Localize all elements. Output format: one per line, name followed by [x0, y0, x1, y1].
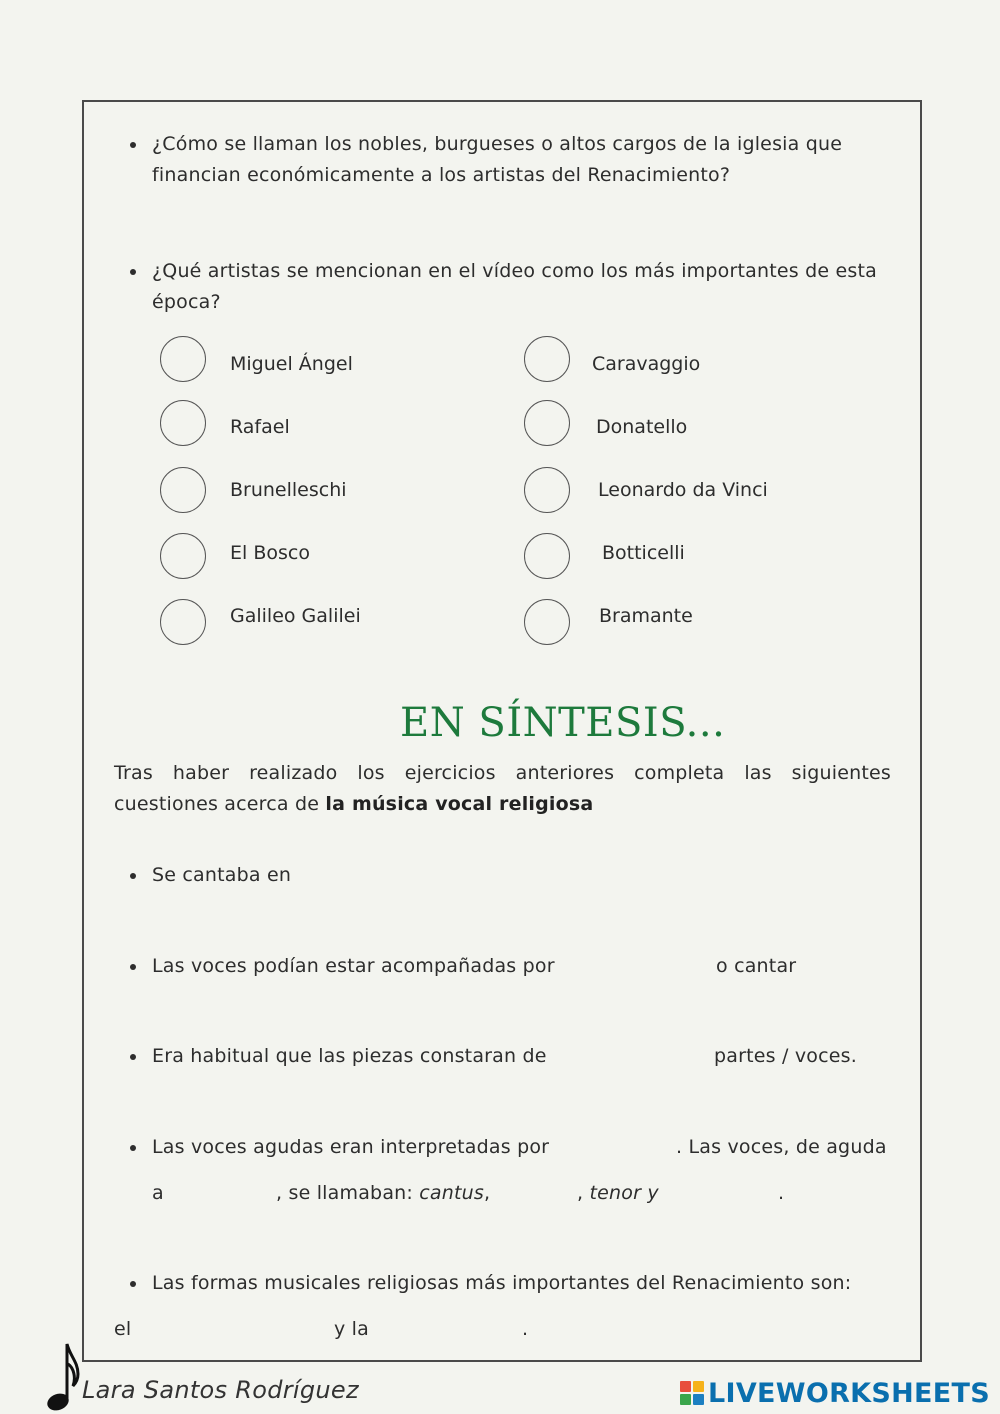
item-4-text-g: [577, 1178, 659, 1209]
author-name: Lara Santos Rodríguez: [82, 1376, 359, 1404]
item-4-cantus: cantus: [419, 1182, 484, 1204]
item-5-form-1-input[interactable]: [138, 1316, 332, 1344]
artist-option-circle-bramante[interactable]: [524, 599, 570, 645]
item-5-el: el: [114, 1318, 132, 1340]
item-4-low-voice-input[interactable]: [172, 1180, 276, 1208]
item-4-comma-2: ,: [577, 1182, 590, 1204]
item-4-high-voices-input[interactable]: [562, 1134, 676, 1162]
artist-option-circle-galileo-galilei[interactable]: [160, 599, 206, 645]
question-2-line-2: época?: [152, 291, 221, 313]
artist-option-circle-brunelleschi[interactable]: [160, 467, 206, 513]
item-2-accompaniment-input[interactable]: [568, 953, 714, 981]
item-4-text-c: a: [152, 1182, 164, 1204]
item-4-period: .: [778, 1182, 785, 1204]
artist-label-el-bosco: El Bosco: [230, 542, 310, 564]
item-2-cantar-input[interactable]: [805, 953, 919, 981]
item-4-last-voice-input[interactable]: [662, 1180, 778, 1208]
item-2-text-a: Las voces podían estar acompañadas por: [152, 951, 555, 982]
artist-label-galileo-galilei: Galileo Galilei: [230, 605, 361, 627]
question-1-answer-input[interactable]: [152, 200, 856, 228]
item-3-text-b: partes / voces.: [714, 1045, 857, 1067]
item-5-y-la: y la: [334, 1318, 370, 1340]
item-3-text-a: Era habitual que las piezas constaran de: [152, 1041, 547, 1072]
question-1-line-1: ¿Cómo se llaman los nobles, burgueses o altos cargos de la iglesia que: [152, 129, 842, 160]
item-4-text-b: . Las voces, de aguda: [676, 1136, 887, 1158]
item-1-text: Se cantaba en: [152, 860, 291, 891]
item-2-text-b: o cantar: [716, 955, 797, 977]
synthesis-intro-prefix: cuestiones acerca de: [114, 793, 326, 815]
artist-label-botticelli: Botticelli: [602, 542, 685, 564]
item-1-language-input[interactable]: [305, 862, 669, 890]
artist-label-caravaggio: Caravaggio: [592, 353, 701, 375]
synthesis-title: EN SÍNTESIS...: [400, 700, 726, 746]
liveworksheets-logo-text: LIVEWORKSHEETS: [707, 1377, 990, 1409]
artist-label-rafael: Rafael: [230, 416, 290, 438]
item-5-text: Las formas musicales religiosas más importantes del Renacimiento son:: [152, 1268, 851, 1299]
artist-label-bramante: Bramante: [599, 605, 693, 627]
artist-option-circle-botticelli[interactable]: [524, 533, 570, 579]
item-4-text-d: [276, 1178, 490, 1209]
artist-label-donatello: Donatello: [596, 416, 688, 438]
artist-option-circle-rafael[interactable]: [160, 400, 206, 446]
question-1-line-2: financian económicamente a los artistas del Renacimiento?: [152, 164, 731, 186]
item-4-text-a: Las voces agudas eran interpretadas por: [152, 1132, 549, 1163]
item-4-text-d-label: , se llamaban:: [276, 1182, 420, 1204]
artist-option-circle-caravaggio[interactable]: [524, 336, 570, 382]
artist-option-circle-donatello[interactable]: [524, 400, 570, 446]
liveworksheets-cubes-icon: [680, 1381, 704, 1405]
question-2-line-1: ¿Qué artistas se mencionan en el vídeo como los más importantes de esta: [152, 256, 877, 287]
synthesis-intro-line-1: Tras haber realizado los ejercicios anteriores completa las siguientes: [114, 762, 891, 784]
synthesis-intro-bold: la música vocal religiosa: [325, 793, 594, 815]
item-4-tenor: tenor y: [589, 1182, 659, 1204]
item-5-period: .: [522, 1318, 529, 1340]
artist-option-circle-el-bosco[interactable]: [160, 533, 206, 579]
item-3-parts-count-input[interactable]: [558, 1043, 710, 1071]
item-4-second-voice-input[interactable]: [494, 1180, 578, 1208]
artist-label-brunelleschi: Brunelleschi: [230, 479, 347, 501]
artist-label-miguel-angel: Miguel Ángel: [230, 353, 353, 375]
item-4-comma: ,: [483, 1182, 491, 1204]
artist-label-leonardo-da-vinci: Leonardo da Vinci: [598, 479, 768, 501]
item-5-form-2-input[interactable]: [374, 1316, 522, 1344]
synthesis-intro-line-2: [114, 789, 593, 820]
artist-option-circle-leonardo-da-vinci[interactable]: [524, 467, 570, 513]
artist-option-circle-miguel-angel[interactable]: [160, 336, 206, 382]
liveworksheets-logo[interactable]: [680, 1378, 990, 1408]
music-note-icon: [44, 1340, 84, 1414]
